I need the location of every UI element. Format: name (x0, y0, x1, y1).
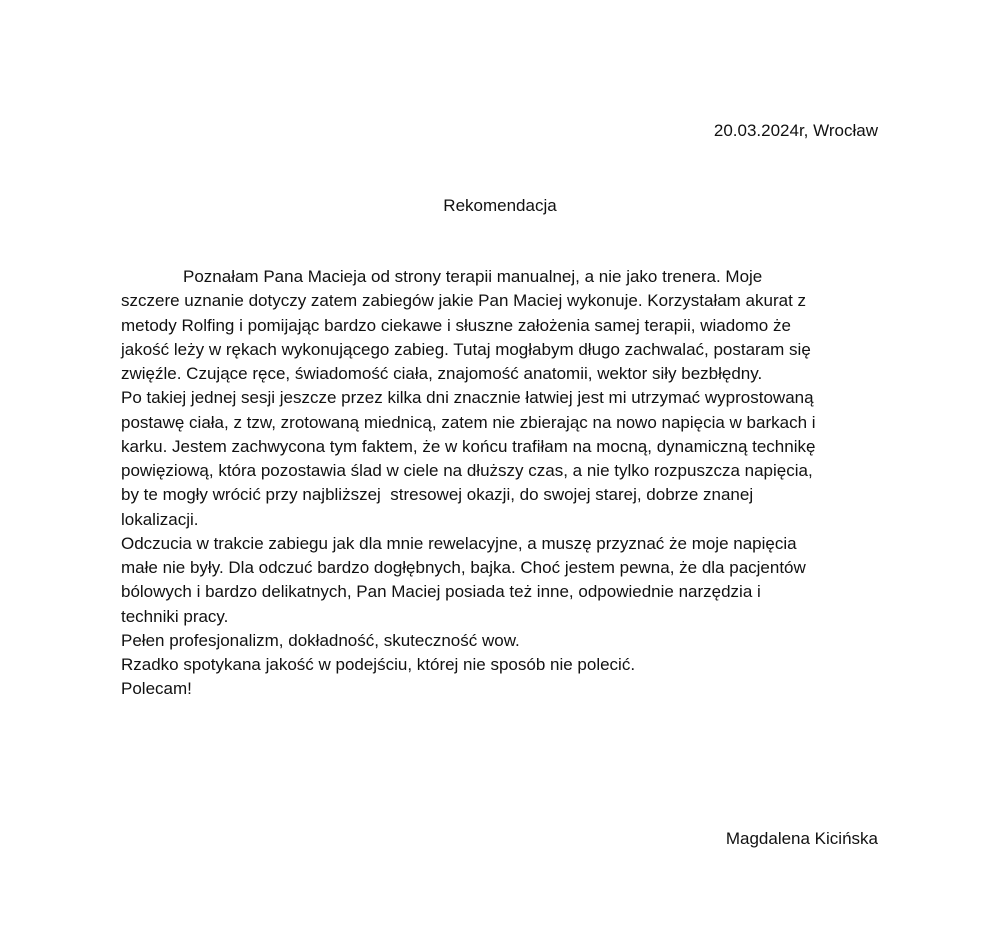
body-line: by te mogły wrócić przy najbliższej stresowej okazji, do swojej starej, dobrze znanej (121, 485, 754, 505)
document-title: Rekomendacja (443, 196, 557, 215)
body-line: karku. Jestem zachwycona tym faktem, że w końcu trafiłam na mocną, dynamiczną technikę (121, 436, 816, 456)
body-line: powięziową, która pozostawia ślad w ciele na dłuższy czas, a nie tylko rozpuszcza napięcia, (121, 461, 813, 480)
body-line: postawę ciała, z tzw, zrotowaną miednicą, zatem nie zbierając na nowo napięcia w barkach i (121, 412, 816, 432)
body-line: małe nie były. Dla odczuć bardzo dogłębnych, bajka. Choć jestem pewna, że dla pacjentów (121, 558, 806, 577)
body-line: techniki pracy. (121, 606, 229, 626)
body-line: Odczucia w trakcie zabiegu jak dla mnie rewelacyjne, a muszę przyznać że moje napięcia (121, 533, 797, 553)
body-line: jakość leży w rękach wykonującego zabieg. Tutaj mogłabym długo zachwalać, postaram się (121, 339, 811, 359)
body-line: szczere uznanie dotyczy zatem zabiegów jakie Pan Maciej wykonuje. Korzystałam akurat z (121, 291, 807, 311)
body-line: Pełen profesjonalizm, dokładność, skuteczność wow. (121, 630, 520, 650)
body-line: zwięźle. Czujące ręce, świadomość ciała, znajomość anatomii, wektor siły bezbłędny. (121, 364, 763, 383)
date-place: 20.03.2024r, Wrocław (713, 121, 878, 140)
body-line: Po takiej jednej sesji jeszcze przez kilka dni znacznie łatwiej jest mi utrzymać wyprostowaną (121, 388, 814, 408)
signature: Magdalena Kicińska (725, 829, 878, 848)
body-line: Rzadko spotykana jakość w podejściu, której nie sposób nie polecić. (121, 655, 636, 674)
body-line: metody Rolfing i pomijając bardzo ciekawe i słuszne założenia samej terapii, wiadomo że (121, 315, 791, 335)
document-body (121, 265, 891, 702)
body-line: bólowych i bardzo delikatnych, Pan Maciej posiada też inne, odpowiednie narzędzia i (121, 582, 761, 602)
body-line: Poznałam Pana Macieja od strony terapii manualnej, a nie jako trenera. Moje (183, 267, 763, 286)
body-line: lokalizacji. (121, 509, 199, 529)
body-line: Polecam! (121, 679, 192, 699)
